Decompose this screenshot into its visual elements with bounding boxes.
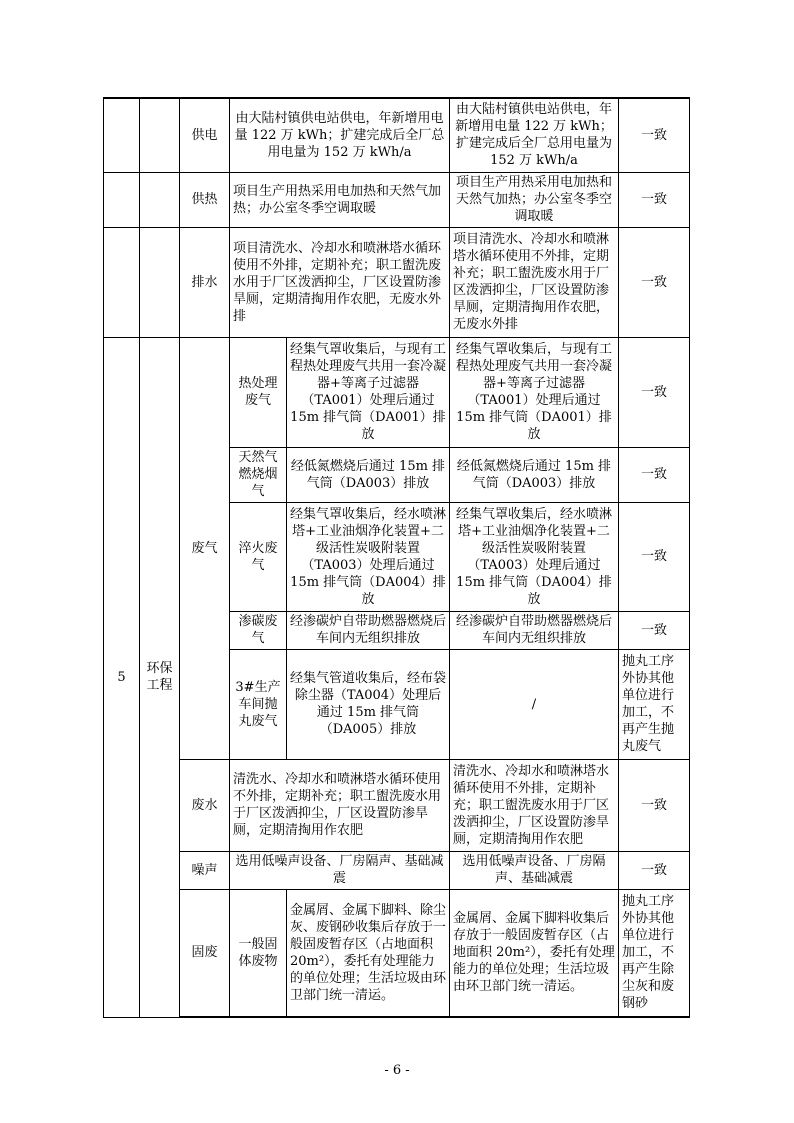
remark-cell: 一致 <box>619 172 690 227</box>
before-cell: 由大陆村镇供电站供电，年新增用电量 122 万 kWh；扩建完成后全厂总用电量为 152 万 kWh/a <box>230 98 450 172</box>
page-number: - 6 - <box>384 1063 410 1078</box>
before-cell: 项目生产用热采用电加热和天然气加热；办公室冬季空调取暖 <box>230 172 450 227</box>
table-row <box>104 337 690 447</box>
after-cell: 清洗水、冷却水和喷淋塔水循环使用不外排，定期补充；职工盥洗废水用于厂区泼洒抑尘，厂区设置防渗旱厕，定期清掏用作农肥 <box>450 759 619 851</box>
section-cell <box>140 98 180 172</box>
remark-cell: 一致 <box>619 851 690 889</box>
table-row <box>104 759 690 851</box>
sub-category-cell: 天然气燃烧烟气 <box>230 447 287 502</box>
after-cell: 由大陆村镇供电站供电，年新增用电量 122 万 kWh；扩建完成后全厂总用电量为 152 万 kWh/a <box>450 98 619 172</box>
category-cell: 废气 <box>180 337 230 759</box>
after-cell: 经低氮燃烧后通过 15m 排气筒（DA003）排放 <box>450 447 619 502</box>
before-cell: 选用低噪声设备、厂房隔声、基础减震 <box>230 851 450 889</box>
remark-cell: 一致 <box>619 98 690 172</box>
sub-category-cell: 一般固体废物 <box>230 889 287 1017</box>
after-cell: 经渗碳炉自带助燃器燃烧后车间内无组织排放 <box>450 611 619 649</box>
category-cell: 废水 <box>180 759 230 851</box>
sub-category-cell: 渗碳废气 <box>230 611 287 649</box>
remark-cell: 抛丸工序外协其他单位进行加工，不再产生抛丸废气 <box>619 649 690 759</box>
before-cell: 经集气管道收集后，经布袋除尘器（TA004）处理后通过 15m 排气筒（DA005）排放 <box>287 649 450 759</box>
table-row <box>104 98 690 172</box>
table-row <box>104 227 690 337</box>
after-cell: 经集气罩收集后，与现有工程热处理废气共用一套冷凝器+等离子过滤器（TA001）处理后通过 15m 排气筒（DA001）排放 <box>450 337 619 447</box>
sub-category-cell: 淬火废气 <box>230 502 287 611</box>
remark-cell: 一致 <box>619 502 690 611</box>
category-cell: 排水 <box>180 227 230 337</box>
before-cell: 项目清洗水、冷却水和喷淋塔水循环使用不外排，定期补充；职工盥洗废水用于厂区泼洒抑尘，厂区设置防渗旱厕，定期清掏用作农肥，无废水外排 <box>230 227 450 337</box>
sub-category-cell: 3#生产车间抛丸废气 <box>230 649 287 759</box>
before-cell: 经低氮燃烧后通过 15m 排气筒（DA003）排放 <box>287 447 450 502</box>
table-row <box>104 851 690 889</box>
before-cell: 清洗水、冷却水和喷淋塔水循环使用不外排，定期补充；职工盥洗废水用于厂区泼洒抑尘，厂区设置防渗旱厕，定期清掏用作农肥 <box>230 759 450 851</box>
remark-cell: 抛丸工序外协其他单位进行加工，不再产生除尘灰和废钢砂 <box>619 889 690 1017</box>
index-cell: 5 <box>104 337 140 1017</box>
remark-cell: 一致 <box>619 759 690 851</box>
index-cell <box>104 98 140 172</box>
remark-cell: 一致 <box>619 447 690 502</box>
table-row <box>104 889 690 1017</box>
remark-cell: 一致 <box>619 611 690 649</box>
index-cell <box>104 172 140 227</box>
section-cell <box>140 227 180 337</box>
table-row <box>104 172 690 227</box>
remark-cell: 一致 <box>619 227 690 337</box>
section-cell <box>140 172 180 227</box>
index-cell <box>104 227 140 337</box>
category-cell: 供电 <box>180 98 230 172</box>
after-cell: 选用低噪声设备、厂房隔声、基础减震 <box>450 851 619 889</box>
after-cell: / <box>450 649 619 759</box>
before-cell: 金属屑、金属下脚料、除尘灰、废钢砂收集后存放于一般固废暂存区（占地面积 20m²），委托有处理能力的单位处理；生活垃圾由环卫部门统一清运。 <box>287 889 450 1017</box>
after-cell: 项目生产用热采用电加热和天然气加热；办公室冬季空调取暖 <box>450 172 619 227</box>
after-cell: 经集气罩收集后，经水喷淋塔+工业油烟净化装置+二级活性炭吸附装置（TA003）处理后通过 15m 排气筒（DA004）排放 <box>450 502 619 611</box>
comparison-table <box>103 97 690 1018</box>
category-cell: 供热 <box>180 172 230 227</box>
before-cell: 经集气罩收集后，与现有工程热处理废气共用一套冷凝器+等离子过滤器（TA001）处理后通过 15m 排气筒（DA001）排放 <box>287 337 450 447</box>
before-cell: 经集气罩收集后，经水喷淋塔+工业油烟净化装置+二级活性炭吸附装置（TA003）处理后通过 15m 排气筒（DA004）排放 <box>287 502 450 611</box>
category-cell: 固废 <box>180 889 230 1017</box>
remark-cell: 一致 <box>619 337 690 447</box>
category-cell: 噪声 <box>180 851 230 889</box>
before-cell: 经渗碳炉自带助燃器燃烧后车间内无组织排放 <box>287 611 450 649</box>
after-cell: 项目清洗水、冷却水和喷淋塔水循环使用不外排，定期补充；职工盥洗废水用于厂区泼洒抑尘，厂区设置防渗旱厕，定期清掏用作农肥，无废水外排 <box>450 227 619 337</box>
section-cell: 环保工程 <box>140 337 180 1017</box>
sub-category-cell: 热处理废气 <box>230 337 287 447</box>
after-cell: 金属屑、金属下脚料收集后存放于一般固废暂存区（占地面积 20m²），委托有处理能力的单位处理；生活垃圾由环卫部门统一清运。 <box>450 889 619 1017</box>
